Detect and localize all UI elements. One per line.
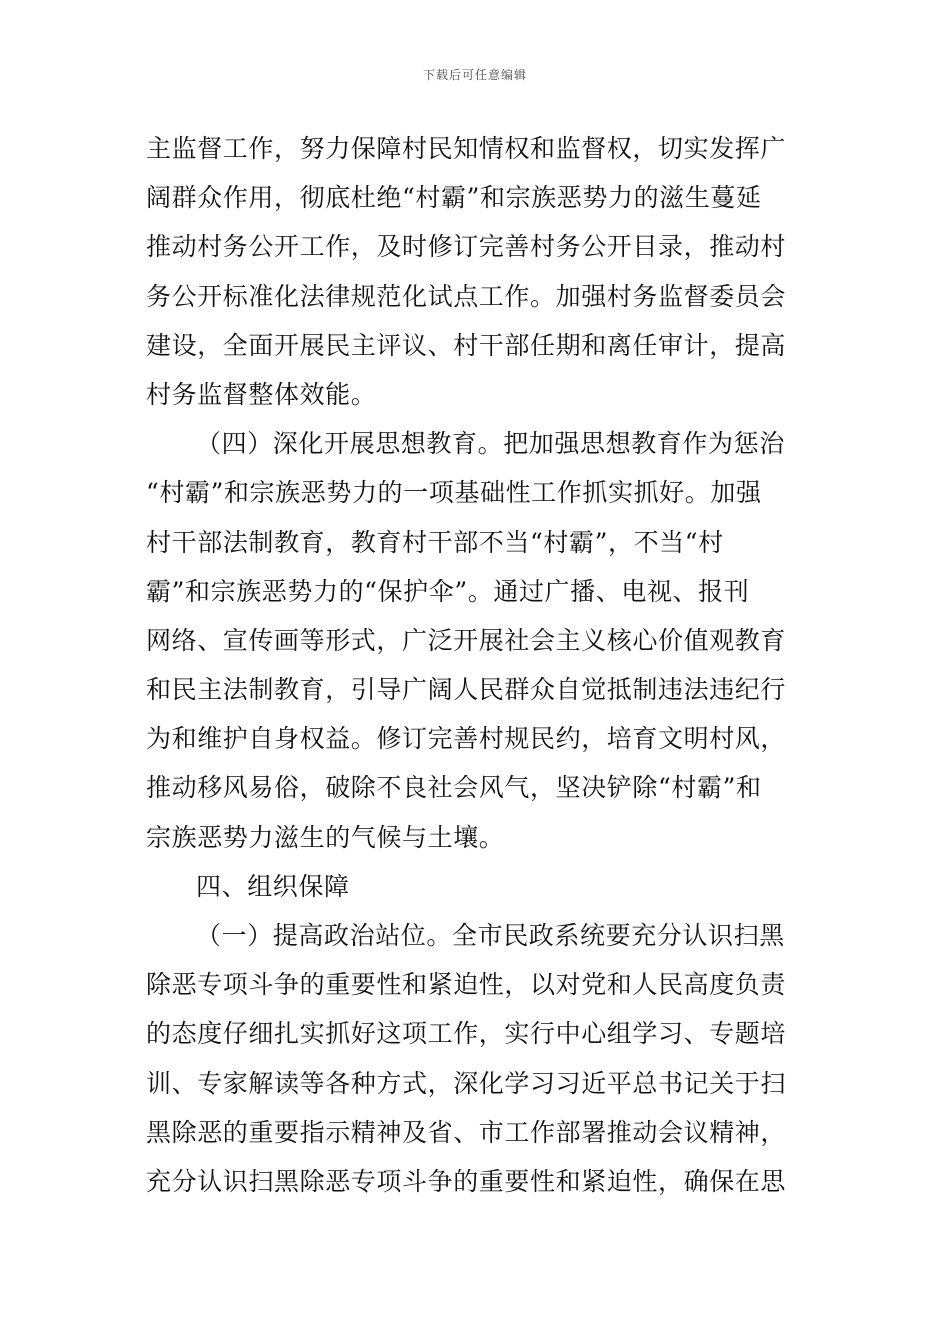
- paragraph-line: 推动村务公开工作，及时修订完善村务公开目录，推动村: [146, 232, 787, 262]
- paragraph-line: 黑除恶的重要指示精神及省、市工作部署推动会议精神，: [146, 1117, 787, 1147]
- section-heading: 四、组织保障: [196, 871, 350, 901]
- paragraph-line: 和民主法制教育，引导广阔人民群众自觉抵制违法违纪行: [146, 675, 787, 705]
- paragraph-line: 网络、宣传画等形式，广泛开展社会主义核心价值观教育: [146, 625, 787, 655]
- paragraph-line: 除恶专项斗争的重要性和紧迫性，以对党和人民高度负责: [146, 970, 787, 1000]
- paragraph-heading-line: （一）提高政治站位。全市民政系统要充分认识扫黑: [196, 921, 785, 950]
- paragraph-line: 建设，全面开展民主评议、村干部任期和离任审计，提高: [146, 330, 787, 360]
- paragraph-line: 的态度仔细扎实抓好这项工作，实行中心组学习、专题培: [146, 1019, 787, 1049]
- paragraph-line: 霸”和宗族恶势力的“保护伞”。通过广播、电视、报刊: [146, 576, 750, 606]
- paragraph-line: 推动移风易俗，破除不良社会风气，坚决铲除“村霸”和: [146, 773, 762, 803]
- paragraph-line: 村干部法制教育，教育村干部不当“村霸”，不当“村: [146, 527, 724, 557]
- paragraph-line: 训、专家解读等各种方式，深化学习习近平总书记关于扫: [146, 1068, 787, 1098]
- paragraph-line: 务公开标准化法律规范化试点工作。加强村务监督委员会: [146, 281, 787, 311]
- paragraph-line: 阔群众作用，彻底杜绝“村霸”和宗族恶势力的滋生蔓延: [146, 183, 762, 213]
- paragraph-line: 村务监督整体效能。: [146, 379, 377, 409]
- paragraph-line: 主监督工作，努力保障村民知情权和监督权，切实发挥广: [146, 134, 787, 163]
- paragraph-heading-line: （四）深化开展思想教育。把加强思想教育作为惩治: [196, 429, 785, 459]
- paragraph-line: “村霸”和宗族恶势力的一项基础性工作抓实抓好。加强: [146, 478, 762, 508]
- paragraph-line: 充分认识扫黑除恶专项斗争的重要性和紧迫性，确保在思: [146, 1166, 787, 1196]
- paragraph-line: 宗族恶势力滋生的气候与土壤。: [146, 822, 505, 852]
- page-header: 下载后可任意编辑: [422, 68, 527, 82]
- document-body: [146, 124, 811, 1206]
- paragraph-line: 为和维护自身权益。修订完善村规民约，培育文明村风，: [146, 724, 787, 754]
